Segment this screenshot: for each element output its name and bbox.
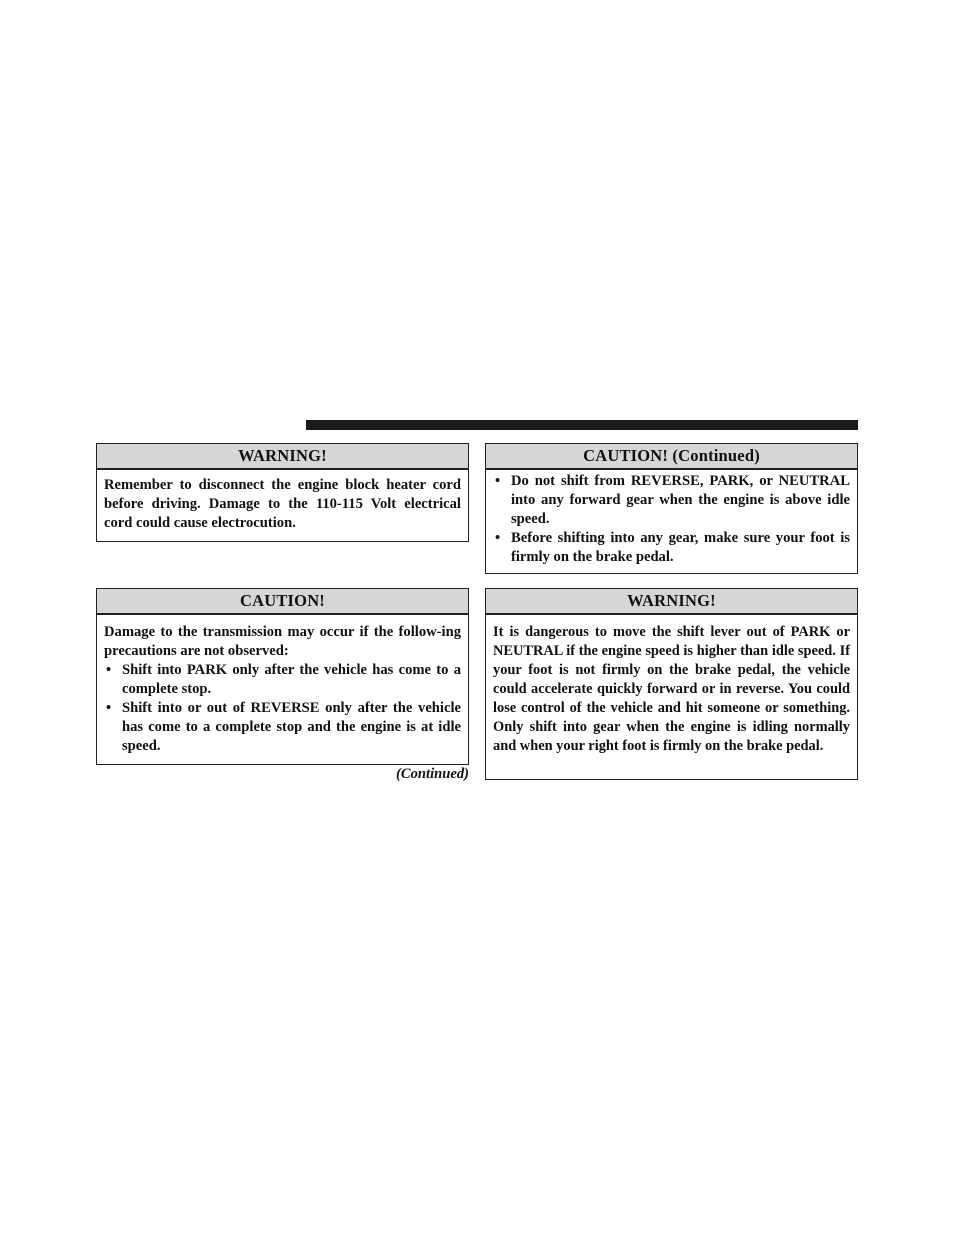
caution-continued-text xyxy=(486,470,857,573)
bullet-icon: • xyxy=(106,662,112,678)
bullet-icon: • xyxy=(495,473,501,489)
header-rule xyxy=(306,420,858,430)
continued-note: (Continued) xyxy=(396,766,469,782)
warning-paragraph: It is dangerous to move the shift lever out of PARK or NEUTRAL if the engine speed is higher than idle speed. If your foot is not firmly on the brake pedal, the vehicle could accelerate quickly forward or in reverse. You could lose control of the vehicle and hit someone or something. Only shift into gear when the engine is idling normally and when your right foot is firmly on the brake pedal. xyxy=(493,624,850,754)
list-item-text: Shift into PARK only after the vehicle has come to a complete stop. xyxy=(122,662,461,697)
warning-text xyxy=(486,615,857,762)
warning-box-block-heater xyxy=(96,443,469,542)
list-item-text: Before shifting into any gear, make sure your foot is firmly on the brake pedal. xyxy=(511,530,850,565)
caution-box-transmission xyxy=(96,588,469,765)
caution-heading: CAUTION! xyxy=(97,589,468,615)
list-item xyxy=(493,472,850,529)
caution-intro: Damage to the transmission may occur if the follow-ing precautions are not observed: xyxy=(104,624,461,659)
caution-text xyxy=(97,615,468,762)
list-item xyxy=(493,529,850,567)
caution-continued-box xyxy=(485,443,858,574)
warning-paragraph: Remember to disconnect the engine block heater cord before driving. Damage to the 110-115 Volt electrical cord could cause electrocution. xyxy=(104,477,461,531)
bullet-icon: • xyxy=(106,700,112,716)
warning-box-shift-lever xyxy=(485,588,858,780)
warning-text xyxy=(97,470,468,539)
caution-continued-heading: CAUTION! (Continued) xyxy=(486,444,857,470)
warning-heading: WARNING! xyxy=(486,589,857,615)
list-item-text: Do not shift from REVERSE, PARK, or NEUTRAL into any forward gear when the engine is above idle speed. xyxy=(511,473,850,527)
list-item-text: Shift into or out of REVERSE only after the vehicle has come to a complete stop and the engine is at idle speed. xyxy=(122,700,461,754)
list-item xyxy=(104,699,461,756)
caution-continued-bullet-list xyxy=(493,472,850,567)
bullet-icon: • xyxy=(495,530,501,546)
caution-bullet-list xyxy=(104,661,461,756)
warning-heading: WARNING! xyxy=(97,444,468,470)
list-item xyxy=(104,661,461,699)
